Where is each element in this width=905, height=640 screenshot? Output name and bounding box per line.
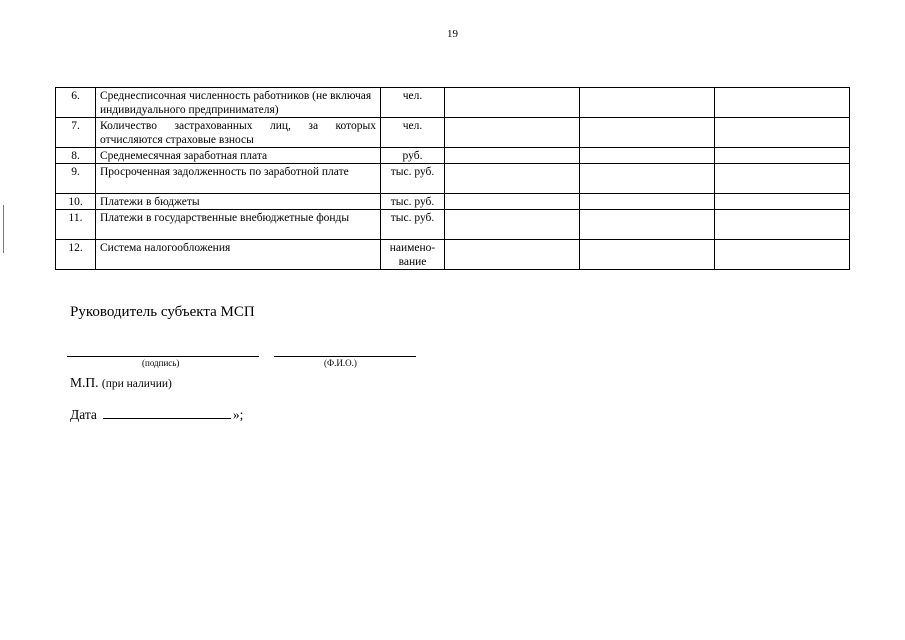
- value-cell: [715, 118, 850, 148]
- table-row: [56, 240, 850, 270]
- indicator-name: Просроченная задолженность по заработной плате: [96, 164, 381, 194]
- value-cell: [445, 88, 580, 118]
- value-cell: [580, 164, 715, 194]
- row-number: 7.: [56, 118, 96, 148]
- unit-cell: наимено-вание: [381, 240, 445, 270]
- unit-cell: тыс. руб.: [381, 194, 445, 210]
- row-number: 12.: [56, 240, 96, 270]
- value-cell: [715, 148, 850, 164]
- row-number: 6.: [56, 88, 96, 118]
- value-cell: [715, 88, 850, 118]
- indicator-name: Среднемесячная заработная плата: [96, 148, 381, 164]
- name-caption: (Ф.И.О.): [324, 358, 357, 368]
- unit-cell: чел.: [381, 88, 445, 118]
- value-cell: [580, 194, 715, 210]
- stamp-label: М.П.: [70, 375, 99, 390]
- indicators-table: [55, 87, 850, 270]
- value-cell: [715, 210, 850, 240]
- date-suffix: »;: [232, 407, 244, 422]
- table-row: [56, 194, 850, 210]
- indicator-name: Количество застрахованных лиц, за которых отчисляются страховые взносы: [96, 118, 381, 148]
- unit-cell: чел.: [381, 118, 445, 148]
- value-cell: [580, 210, 715, 240]
- value-cell: [445, 240, 580, 270]
- value-cell: [445, 210, 580, 240]
- date-label: Дата: [70, 407, 97, 422]
- table-row: [56, 164, 850, 194]
- table-row: [56, 210, 850, 240]
- table-row: [56, 118, 850, 148]
- date-field-line: [103, 405, 231, 419]
- row-number: 9.: [56, 164, 96, 194]
- table-row: [56, 148, 850, 164]
- scan-artifact: [3, 205, 4, 253]
- value-cell: [445, 194, 580, 210]
- unit-cell: руб.: [381, 148, 445, 164]
- row-number: 10.: [56, 194, 96, 210]
- value-cell: [715, 194, 850, 210]
- value-cell: [715, 164, 850, 194]
- value-cell: [580, 118, 715, 148]
- table-row: [56, 88, 850, 118]
- date-row: [70, 405, 243, 423]
- value-cell: [715, 240, 850, 270]
- stamp-row: [70, 375, 172, 391]
- indicator-name: Система налогообложения: [96, 240, 381, 270]
- name-line: [274, 356, 416, 357]
- page-number: 19: [447, 28, 458, 40]
- row-number: 8.: [56, 148, 96, 164]
- indicator-name: Среднесписочная численность работников (не включая индивидуального предпринимателя): [96, 88, 381, 118]
- row-number: 11.: [56, 210, 96, 240]
- indicator-name: Платежи в государственные внебюджетные фонды: [96, 210, 381, 240]
- signature-caption: (подпись): [142, 358, 180, 368]
- value-cell: [580, 148, 715, 164]
- unit-cell: тыс. руб.: [381, 210, 445, 240]
- value-cell: [580, 88, 715, 118]
- value-cell: [445, 148, 580, 164]
- unit-cell: тыс. руб.: [381, 164, 445, 194]
- value-cell: [445, 118, 580, 148]
- signature-line: [67, 356, 259, 357]
- value-cell: [445, 164, 580, 194]
- head-of-entity-label: Руководитель субъекта МСП: [70, 304, 255, 320]
- indicator-name: Платежи в бюджеты: [96, 194, 381, 210]
- value-cell: [580, 240, 715, 270]
- stamp-note: (при наличии): [101, 378, 172, 390]
